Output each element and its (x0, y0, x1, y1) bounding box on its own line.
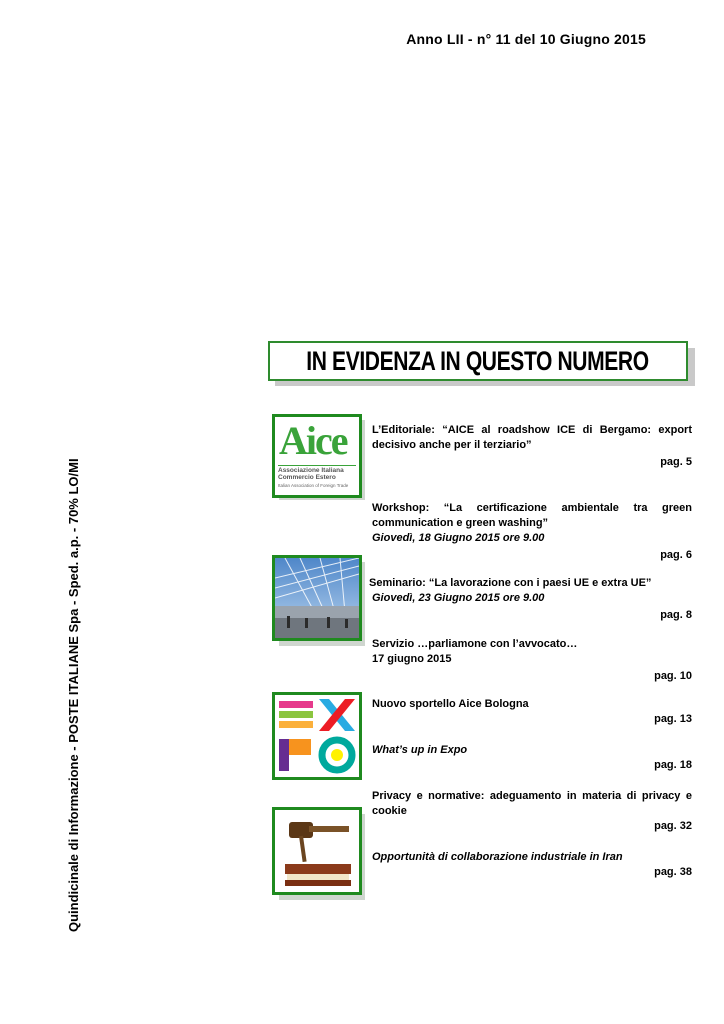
entry-date: Giovedì, 18 Giugno 2015 ore 9.00 (372, 532, 545, 544)
entry-title: Opportunità di collaborazione industriale in Iran (372, 851, 623, 863)
entry-date: Giovedì, 23 Giugno 2015 ore 9.00 (372, 592, 545, 604)
aice-line3: Italian Association of Foreign Trade (278, 483, 349, 488)
list-item[interactable] (372, 423, 692, 470)
list-item[interactable] (372, 501, 692, 563)
entry-title: Seminario: “La lavorazione con i paesi UE e extra UE” (369, 577, 652, 589)
entry-page: pag. 32 (654, 820, 692, 832)
list-item[interactable] (372, 743, 692, 773)
aice-line1: Associazione Italiana (278, 467, 344, 474)
entry-page: pag. 10 (654, 670, 692, 682)
building-photo-icon (272, 555, 362, 641)
entry-page: pag. 8 (660, 609, 692, 621)
entry-date: 17 giugno 2015 (372, 653, 452, 665)
list-item[interactable] (372, 637, 692, 684)
aice-logo-icon (272, 414, 362, 498)
banner-title: IN EVIDENZA IN QUESTO NUMERO (306, 345, 650, 376)
entry-page: pag. 18 (654, 759, 692, 771)
expo-logo-icon (272, 692, 362, 780)
list-item[interactable] (372, 697, 692, 727)
entry-title: What’s up in Expo (372, 744, 468, 756)
entry-title: Nuovo sportello Aice Bologna (372, 698, 529, 710)
section-banner (268, 341, 688, 381)
list-item[interactable] (369, 576, 692, 623)
entry-page: pag. 6 (660, 549, 692, 561)
entry-title: L’Editoriale: “AICE al roadshow ICE di Bergamo: export decisivo anche per il terziario” (372, 424, 692, 451)
aice-line2: Commercio Estero (278, 474, 336, 481)
postal-info-vertical: Quindicinale di Informazione - POSTE ITALIANE Spa - Sped. a.p. - 70% LO/MI (66, 458, 81, 932)
entry-title: Privacy e normative: adeguamento in materia di privacy e cookie (372, 790, 692, 817)
entry-page: pag. 13 (654, 713, 692, 725)
issue-info: Anno LII - n° 11 del 10 Giugno 2015 (406, 31, 646, 47)
entry-title: Servizio …parliamone con l’avvocato… (372, 638, 578, 650)
aice-mark: Aice (279, 418, 347, 463)
entry-page: pag. 5 (660, 456, 692, 468)
list-item[interactable] (372, 789, 692, 834)
entry-title: Workshop: “La certificazione ambientale tra green communication e green washing” (372, 502, 692, 529)
gavel-icon (272, 807, 362, 895)
entry-page: pag. 38 (654, 866, 692, 878)
list-item[interactable] (372, 850, 692, 880)
